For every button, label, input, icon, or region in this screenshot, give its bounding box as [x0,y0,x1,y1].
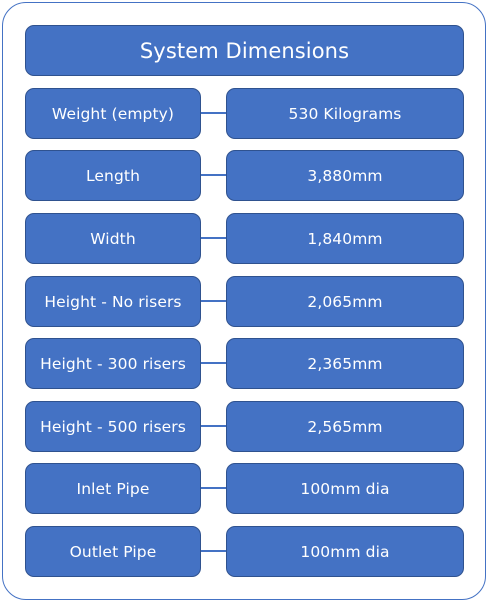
label-weight: Weight (empty) [25,88,201,139]
value-outlet-pipe: 100mm dia [226,526,464,577]
value-height-500-risers: 2,565mm [226,401,464,452]
value-height-300-risers: 2,365mm [226,338,464,389]
value-width: 1,840mm [226,213,464,264]
connector-height-300-risers [201,362,226,364]
label-height-300-risers: Height - 300 risers [25,338,201,389]
label-length: Length [25,150,201,201]
connector-length [201,174,226,176]
value-length: 3,880mm [226,150,464,201]
label-outlet-pipe: Outlet Pipe [25,526,201,577]
label-inlet-pipe: Inlet Pipe [25,463,201,514]
label-height-500-risers: Height - 500 risers [25,401,201,452]
connector-height-no-risers [201,300,226,302]
value-inlet-pipe: 100mm dia [226,463,464,514]
connector-height-500-risers [201,425,226,427]
connector-outlet-pipe [201,550,226,552]
value-weight: 530 Kilograms [226,88,464,139]
connector-weight [201,112,226,114]
label-height-no-risers: Height - No risers [25,276,201,327]
connector-inlet-pipe [201,487,226,489]
connector-width [201,237,226,239]
label-width: Width [25,213,201,264]
value-height-no-risers: 2,065mm [226,276,464,327]
diagram-title: System Dimensions [25,25,464,76]
